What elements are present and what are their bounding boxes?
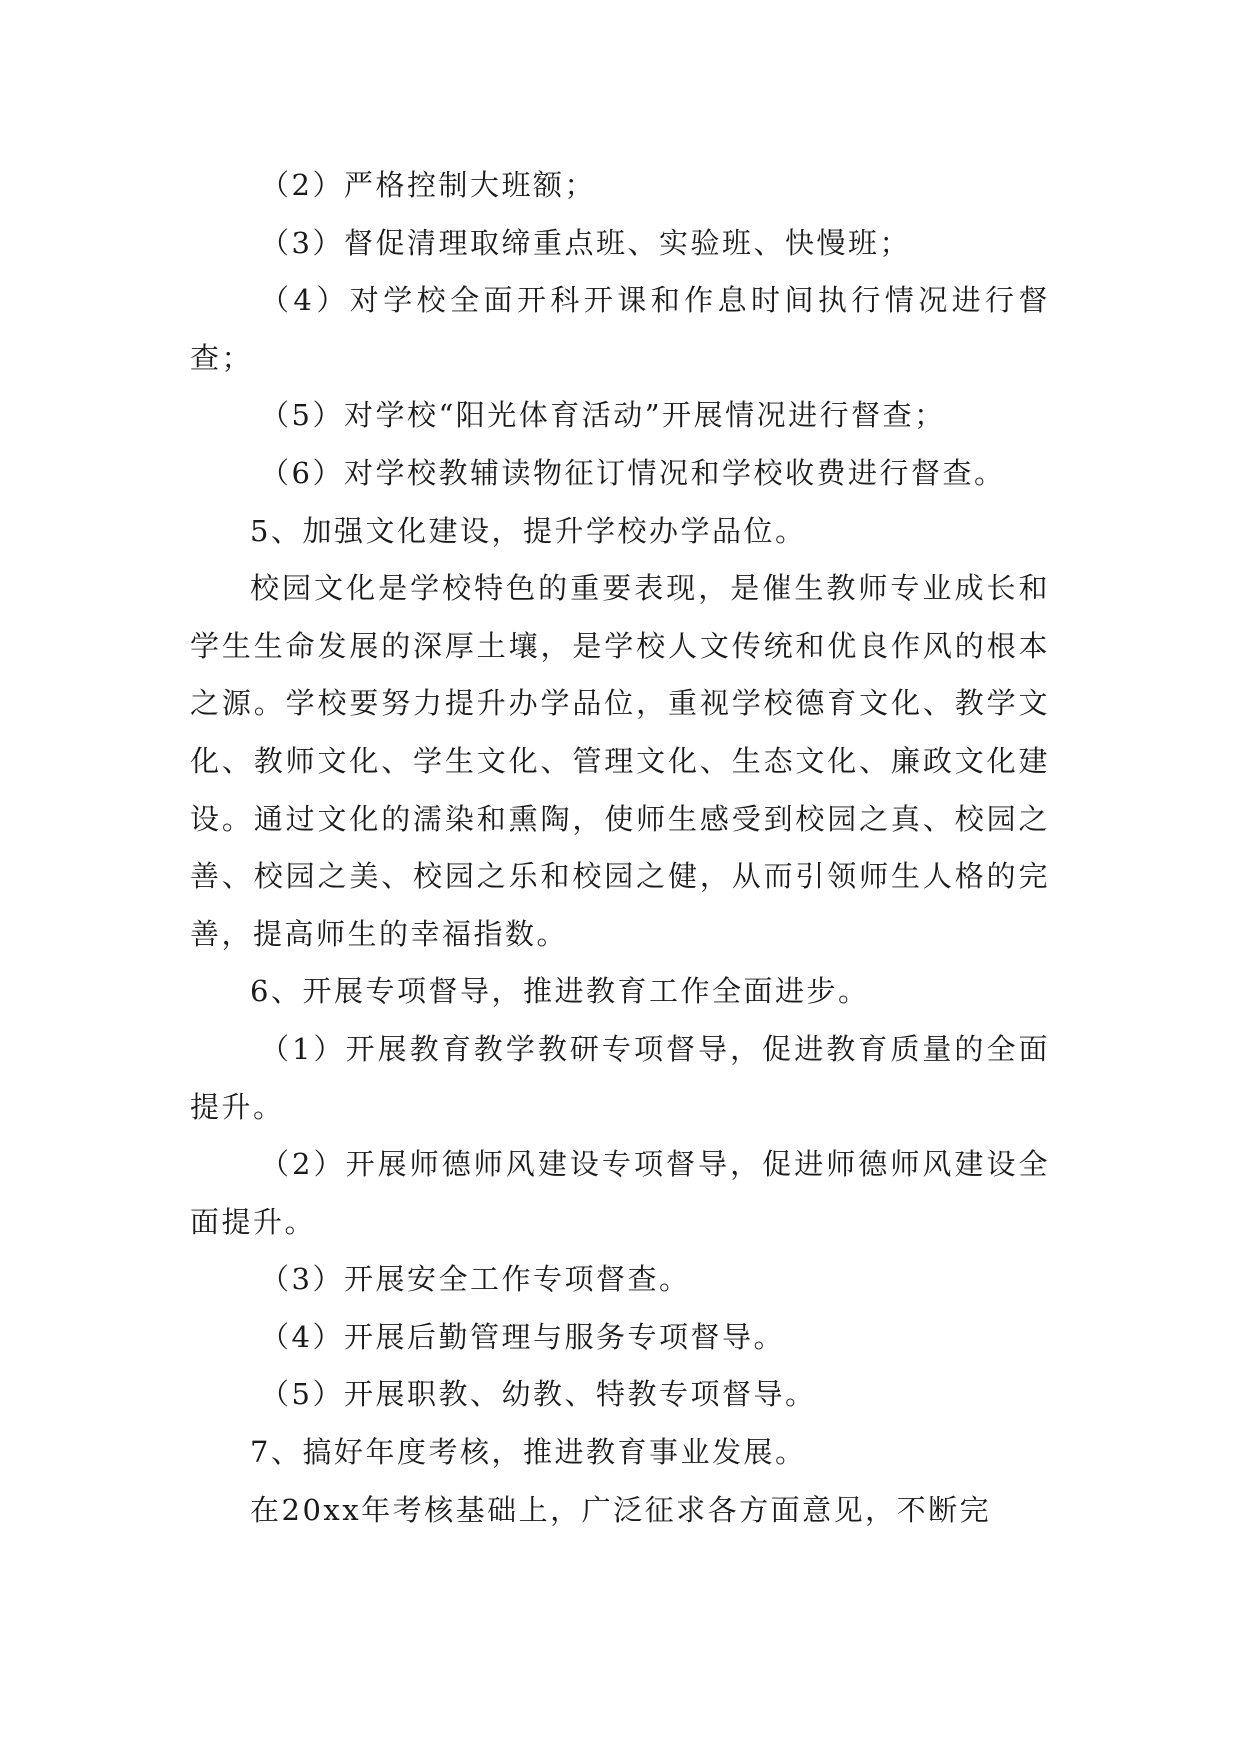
section-heading: 7、搞好年度考核，推进教育事业发展。 bbox=[250, 1435, 807, 1470]
paragraph: （4）开展后勤管理与服务专项督导。 bbox=[260, 1319, 785, 1354]
paragraph: 校园文化是学校特色的重要表现，是催生教师专业成长和学生生命发展的深厚土壤，是学校人文传统和优良作风的根本之源。学校要努力提升办学品位，重视学校德育文化、教学文化、教师文化、学生文化、管理文化、生态文化、廉政文化建设。通过文化的濡染和熏陶，使师生感受到校园之真、校园之善、校园之美、校园之乐和校园之健，从而引领师生人格的完善，提高师生的幸福指数。 bbox=[190, 571, 1050, 951]
paragraph: （1）开展教育教学教研专项督导，促进教育质量的全面提升。 bbox=[190, 1031, 1050, 1124]
section-heading: 5、加强文化建设，提升学校办学品位。 bbox=[250, 513, 807, 548]
paragraph: （2）严格控制大班额； bbox=[260, 168, 596, 202]
section-heading: 6、开展专项督导，推进教育工作全面进步。 bbox=[250, 974, 870, 1009]
paragraph: 在20xx年考核基础上，广泛征求各方面意见，不断完 bbox=[250, 1492, 992, 1527]
paragraph: （5）开展职教、幼教、特教专项督导。 bbox=[260, 1377, 817, 1412]
paragraph: （4）对学校全面开科开课和作息时间执行情况进行督查； bbox=[190, 283, 1050, 375]
paragraph: （2）开展师德师风建设专项督导，促进师德师风建设全面提升。 bbox=[190, 1147, 1050, 1239]
paragraph: （3）开展安全工作专项督查。 bbox=[260, 1262, 691, 1297]
paragraph: （5）对学校“阳光体育活动”开展情况进行督查； bbox=[260, 398, 946, 433]
paragraph: （3）督促清理取缔重点班、实验班、快慢班； bbox=[260, 225, 911, 260]
document-body bbox=[190, 157, 1050, 1539]
paragraph: （6）对学校教辅读物征订情况和学校收费进行督查。 bbox=[260, 455, 1006, 490]
